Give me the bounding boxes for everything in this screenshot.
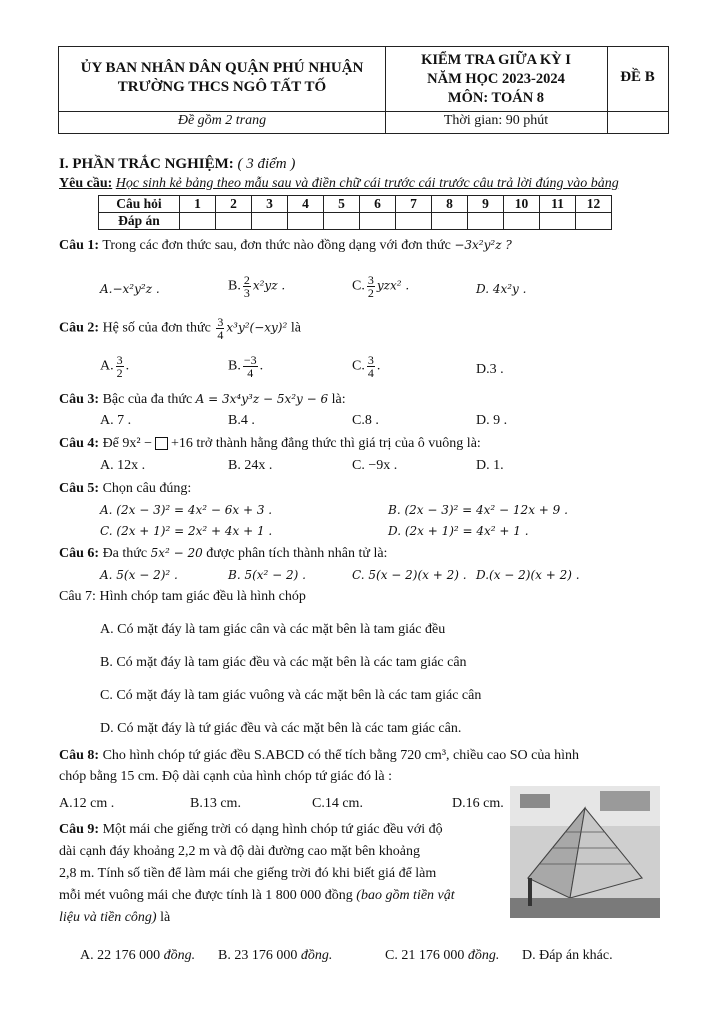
blank-square [155,437,168,450]
q2-expr: x³y²(−xy)² [226,320,288,335]
q8-option-a: A.12 cm . [59,796,115,811]
q9-line2: dài cạnh đáy khoảng 2,2 m và độ dài đường cao mặt bên khoảng [59,844,421,859]
grid-header-dap-an: Đáp án [99,213,180,230]
q1-option-b: B. $\frac{2}{3}$ x²yz . [228,273,286,300]
q2-option-a: A. $\frac{3}{2}$ . [100,353,130,380]
q5-option-d: D. (2x + 1)² = 4x² + 1 . [388,524,529,538]
q6-option-b: B. 5(x² − 2) . [228,568,306,582]
answer-cell [576,213,612,230]
exam-code: ĐỀ B [620,69,655,85]
part1-heading [59,156,295,173]
q8-option-d: D.16 cm. [452,796,504,811]
answer-cell [216,213,252,230]
grid-num: 10 [504,196,540,213]
exam-time: Thời gian: 90 phút [443,113,549,128]
requirement [59,176,619,192]
part1-title: I. PHẦN TRẮC NGHIỆM: [59,156,234,172]
q4-option-c: C. −9x . [352,458,398,473]
q2-option-c: C. $\frac{3}{4}$ . [352,353,381,380]
q2-text: Hệ số của đơn thức [102,320,211,336]
grid-num: 6 [360,196,396,213]
q1-option-a: A.−x²y²z . [100,282,160,296]
q4-option-a: A. 12x . [100,458,146,473]
org-line1: ỦY BAN NHÂN DÂN QUẬN PHÚ NHUẬN [80,60,364,76]
q9-option-a: A. 22 176 000 đồng. [80,948,196,963]
grid-num: 12 [576,196,612,213]
page-count: Đề gồm 2 trang [177,113,267,128]
q6-option-d: D.(x − 2)(x + 2) . [476,568,580,582]
exam-title: KIỂM TRA GIỮA KỲ I [421,52,571,68]
q5-option-c: C. (2x + 1)² = 2x² + 4x + 1 . [100,524,273,538]
part1-points: ( 3 điểm ) [237,156,296,172]
header-table [58,46,669,134]
answer-grid [98,195,612,230]
q9-option-b: B. 23 176 000 đồng. [218,948,333,963]
school-year: NĂM HỌC 2023-2024 [427,71,565,87]
q2-fraction: $\frac{3}{4}$ [217,315,224,342]
q2-option-b: B. $\frac{-3}{4}$ . [228,353,264,380]
q3-option-d: D. 9 . [476,413,508,428]
q9-line5: liệu và tiền công) là [59,910,171,925]
q1-option-c: C. $\frac{3}{2}$ yzx² . [352,273,410,300]
question-9: Câu 9: Một mái che giếng trời có dạng hình chóp tứ giác đều với độ [59,822,443,837]
question-3: Câu 3: Bậc của đa thức A = 3x⁴y³z − 5x²y − 6 là: [59,392,346,407]
answer-cell [396,213,432,230]
answer-cell [540,213,576,230]
question-5: Câu 5: Chọn câu đúng: [59,481,192,496]
skylight-photo [510,786,660,918]
q9-option-c: C. 21 176 000 đồng. [385,948,500,963]
grid-num: 3 [252,196,288,213]
question-6: Câu 6: Đa thức 5x² − 20 được phân tích thành nhân tử là: [59,546,388,561]
q1-label: Câu 1: [59,238,100,253]
q2-option-d: D.3 . [476,362,504,377]
q7-option-d: D. Có mặt đáy là tứ giác đều và các mặt bên là các tam giác cân. [100,721,462,736]
q8-line2: chóp bằng 15 cm. Độ dài cạnh của hình chóp tứ giác đó là : [59,769,392,784]
q6-expr: 5x² − 20 [150,546,203,560]
q7-option-c: C. Có mặt đáy là tam giác vuông và các mặt bên là các tam giác cân [100,688,482,703]
subject: MÔN: TOÁN 8 [447,90,545,106]
grid-num: 1 [180,196,216,213]
grid-num: 2 [216,196,252,213]
q1-option-d: D. 4x²y . [476,282,527,296]
q4-option-b: B. 24x . [228,458,273,473]
q9-line4: mỗi mét vuông mái che được tính là 1 800 000 đồng (bao gồm tiền vật [59,888,455,903]
q3-option-b: B.4 . [228,413,255,428]
grid-num: 4 [288,196,324,213]
grid-num: 5 [324,196,360,213]
q7-option-b: B. Có mặt đáy là tam giác đều và các mặt bên là các tam giác cân [100,655,467,670]
q9-line3: 2,8 m. Tính số tiền để làm mái che giếng trời đó khi biết giá để làm [59,866,437,881]
requirement-text: Học sinh kẻ bảng theo mẫu sau và điền chữ cái trước cái trước câu trả lời đúng vào bảng [115,176,619,191]
answer-cell [504,213,540,230]
requirement-label: Yêu cầu: [59,176,113,191]
answer-cell [252,213,288,230]
grid-num: 11 [540,196,576,213]
grid-row-questions [99,196,612,213]
q8-option-b: B.13 cm. [190,796,241,811]
grid-num: 8 [432,196,468,213]
answer-cell [468,213,504,230]
grid-header-cau-hoi: Câu hỏi [99,196,180,213]
answer-cell [432,213,468,230]
q6-option-c: C. 5(x − 2)(x + 2) . [352,568,467,582]
q3-expr: A = 3x⁴y³z − 5x²y − 6 [195,392,329,406]
q5-option-b: B. (2x − 3)² = 4x² − 12x + 9 . [388,503,568,517]
org-line2: TRƯỜNG THCS NGÔ TẤT TỐ [117,79,327,95]
q2-label: Câu 2: [59,320,100,336]
q1-text: Trong các đơn thức sau, đơn thức nào đồng dạng với đơn thức [102,238,451,253]
answer-cell [180,213,216,230]
grid-num: 9 [468,196,504,213]
question-1 [59,238,512,254]
question-4: Câu 4: Để 9x² − +16 trở thành hằng đẳng thức thì giá trị của ô vuông là: [59,436,481,451]
q3-option-a: A. 7 . [100,413,132,428]
q8-option-c: C.14 cm. [312,796,363,811]
question-7: Câu 7: Hình chóp tam giác đều là hình chóp [59,589,306,604]
q7-option-a: A. Có mặt đáy là tam giác cân và các mặt bên là tam giác đều [100,622,446,637]
q9-option-d: D. Đáp án khác. [522,948,613,963]
q6-option-a: A. 5(x − 2)² . [100,568,178,582]
question-8: Câu 8: Cho hình chóp tứ giác đều S.ABCD có thể tích bằng 720 cm³, chiều cao SO của hình [59,748,579,763]
q4-option-d: D. 1. [476,458,504,473]
q1-expr: −3x²y²z ? [454,238,512,252]
grid-num: 7 [396,196,432,213]
answer-cell [324,213,360,230]
answer-cell [288,213,324,230]
grid-row-answers [99,213,612,230]
q5-option-a: A. (2x − 3)² = 4x² − 6x + 3 . [100,503,273,517]
q3-option-c: C.8 . [352,413,379,428]
question-2: Câu 2: Hệ số của đơn thức $\frac{3}{4}$ x³y²(−xy)² là [59,315,301,342]
answer-cell [360,213,396,230]
